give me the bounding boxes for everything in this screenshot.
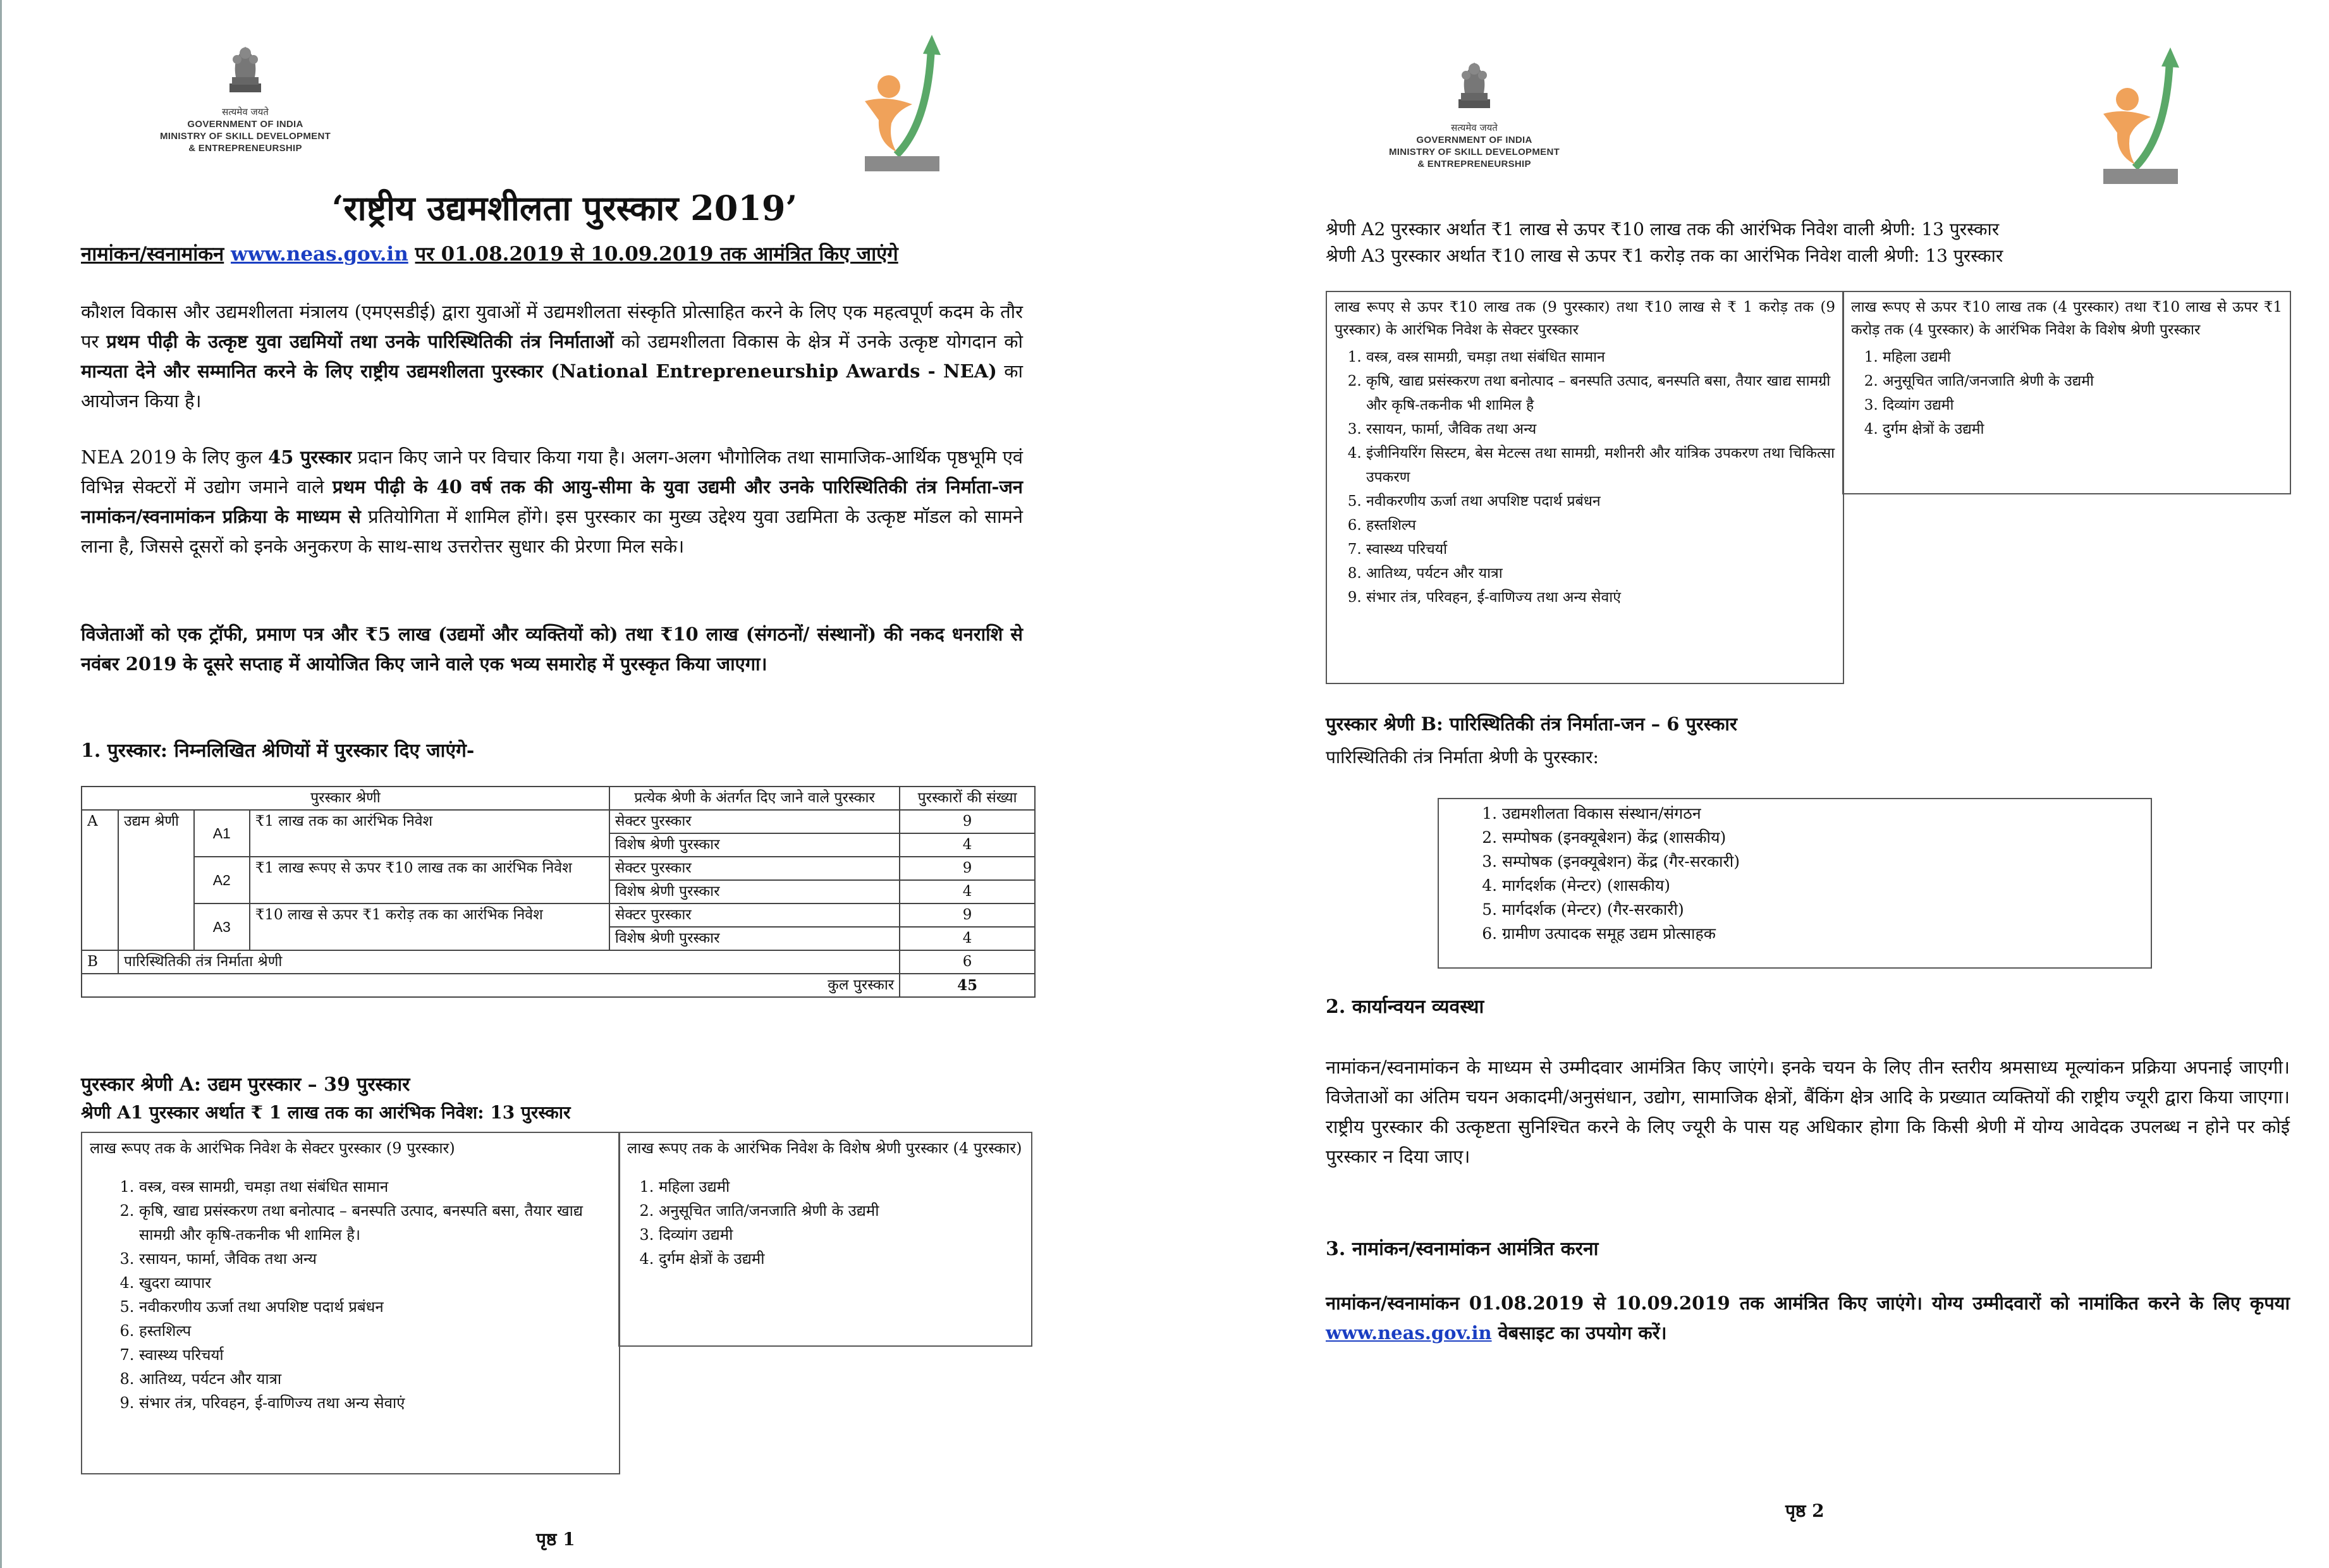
nea-logo-icon [852, 35, 960, 174]
ashoka-emblem-icon [223, 38, 267, 101]
list-item: 6. ग्रामीण उत्पादक समूह उद्यम प्रोत्साहक [1502, 922, 2151, 946]
cell-special: विशेष श्रेणी पुरस्कार [609, 833, 900, 857]
cell-A1-desc: ₹1 लाख तक का आरंभिक निवेश [250, 810, 609, 857]
table-total-row [82, 974, 1035, 997]
table-row [82, 857, 1035, 880]
cell-B-name: पारिस्थितिकी तंत्र निर्माता श्रेणी [118, 950, 900, 974]
list-item: 4. दुर्गम क्षेत्रों के उद्यमी [1883, 417, 2290, 441]
list-item: 1. वस्त्र, वस्त्र सामग्री, चमड़ा तथा संबंधित सामान [1366, 345, 1843, 369]
list-item: 5. मार्गदर्शक (मेन्टर) (गैर-सरकारी) [1502, 898, 2151, 922]
category-a3-line: श्रेणी A3 पुरस्कार अर्थात ₹10 लाख से ऊपर ₹1 करोड़ तक का आरंभिक निवेश वाली श्रेणी: 13 पुरस्कार [1326, 245, 2003, 266]
a1-sector-box [81, 1132, 620, 1474]
list-item: 8. आतिथ्य, पर्यटन और यात्रा [1366, 561, 1843, 585]
cell-B: B [82, 950, 118, 974]
list-item: 4. खुदरा व्यापार [139, 1271, 619, 1295]
section-1-heading: 1. पुरस्कार: निम्नलिखित श्रेणियों में पुरस्कार दिए जाएंगे- [81, 740, 475, 762]
cell-sector: सेक्टर पुरस्कार [609, 903, 900, 927]
category-b-subheading: पारिस्थितिकी तंत्र निर्माता श्रेणी के पुरस्कार: [1326, 747, 1599, 768]
intro-text-b: प्रथम पीढ़ी के उत्कृष्ट युवा उद्यमियों तथा उनके पारिस्थितिकी तंत्र निर्माताओं [106, 331, 614, 352]
table-row [82, 950, 1035, 974]
header-count: पुरस्कारों की संख्या [900, 787, 1035, 810]
table-row [82, 903, 1035, 927]
nea-text-e: प्रतियोगिता में शामिल होंगे। इस पुरस्कार का मुख्य उद्देश्य युवा उद्यमिता के उत्कृष्ट मॉडल को सामने लाना है, जिससे दूसरों को इनके अनुकरण के साथ-साथ उत्तरोत्तर सुधार की प्रेरणा मिल सके। [81, 506, 1023, 557]
cell-count: 9 [900, 810, 1035, 833]
a2a3-special-box-head: लाख रूपए से ऊपर ₹10 लाख तक (4 पुरस्कार) तथा ₹10 लाख से ऊपर ₹1 करोड़ तक (4 पुरस्कार) के आरंभिक निवेश के विशेष श्रेणी पुरस्कार [1851, 299, 2282, 338]
list-item: 2. कृषि, खाद्य प्रसंस्करण तथा बनोत्पाद – बनस्पति उत्पाद, बनस्पति बसा, तैयार खाद्य सामग्री और कृषि-तकनीक भी शामिल है। [139, 1199, 619, 1247]
nomination-line [81, 240, 898, 267]
emblem-motto: सत्यमेव जयते [1451, 122, 1498, 133]
implementation-paragraph: नामांकन/स्वनामांकन के माध्यम से उम्मीदवार आमंत्रित किए जाएंगे। इनके चयन के लिए तीन स्तरीय श्रमसाध्य मूल्यांकन प्रक्रिया अपनाई जाएगी। विजेताओं का अंतिम चयन अकादमी/अनुसंधान, उद्योग, सामाजिक क्षेत्रों, बैंकिंग क्षेत्र आदि के प्रख्यात व्यक्तियों की राष्ट्रीय ज्यूरी द्वारा किया जाएगा। राष्ट्रीय पुरस्कार की उत्कृष्टता सुनिश्चित करने के लिए ज्यूरी के पास यह अधिकार होगा कि किसी श्रेणी में योग्य आवेदक उपलब्ध न होने पर कोई पुरस्कार न दिया जाए। [1326, 1057, 2290, 1167]
nomination-text-b: वेबसाइट का उपयोग करें। [1491, 1322, 1667, 1344]
cell-A1: A1 [194, 810, 250, 857]
category-a2-line: श्रेणी A2 पुरस्कार अर्थात ₹1 लाख से ऊपर ₹10 लाख तक की आरंभिक निवेश वाली श्रेणी: 13 पुरस्कार [1326, 219, 2000, 240]
a2a3-sector-box [1326, 291, 1844, 684]
list-item: 9. संभार तंत्र, परिवहन, ई-वाणिज्य तथा अन्य सेवाएं [139, 1391, 619, 1415]
page-number: पृष्ठ 2 [1785, 1500, 1825, 1521]
list-item: 4. दुर्गम क्षेत्रों के उद्यमी [659, 1247, 1031, 1271]
page-title: ‘राष्ट्रीय उद्यमशीलता पुरस्कार 2019’ [331, 188, 798, 228]
intro-text-a: कौशल विकास और उद्यमशीलता मंत्रालय (एमएसडीई) द्वारा युवाओं में उद्यमशीलता संस्कृति प्रोत्साहित करने के लिए एक महत्वपूर्ण कदम के तौर पर [81, 301, 1023, 352]
list-item: 2. कृषि, खाद्य प्रसंस्करण तथा बनोत्पाद – बनस्पति उत्पाद, बनस्पति बसा, तैयार खाद्य सामग्री और कृषि-तकनीक भी शामिल है [1366, 369, 1843, 417]
list-item: 6. हस्तशिल्प [139, 1319, 619, 1343]
header-category: पुरस्कार श्रेणी [82, 787, 609, 810]
nea-paragraph [81, 443, 1023, 561]
list-item: 6. हस्तशिल्प [1366, 513, 1843, 537]
category-a-heading: पुरस्कार श्रेणी A: उद्यम पुरस्कार – 39 पुरस्कार [81, 1074, 410, 1096]
a1-sector-list [82, 1175, 619, 1415]
a1-special-list [620, 1175, 1031, 1271]
cell-count: 4 [900, 880, 1035, 903]
list-item: 7. स्वास्थ्य परिचर्या [1366, 537, 1843, 561]
cell-A3: A3 [194, 903, 250, 950]
a1-sector-box-head: लाख रूपए तक के आरंभिक निवेश के सेक्टर पुरस्कार (9 पुरस्कार) [90, 1139, 455, 1157]
cell-sector: सेक्टर पुरस्कार [609, 857, 900, 880]
nomination-paragraph [1326, 1289, 2290, 1348]
ashoka-emblem-icon [1452, 54, 1496, 117]
list-item: 1. महिला उद्यमी [1883, 345, 2290, 369]
ecosystem-box [1438, 798, 2152, 969]
awards-table [81, 786, 1036, 998]
a2a3-sector-list [1327, 345, 1843, 609]
cell-A-name: उद्यम श्रेणी [118, 810, 194, 950]
section-3-heading: 3. नामांकन/स्वनामांकन आमंत्रित करना [1326, 1238, 1599, 1260]
list-item: 8. आतिथ्य, पर्यटन और यात्रा [139, 1367, 619, 1391]
nomination-link[interactable]: www.neas.gov.in [231, 243, 408, 266]
cell-count: 9 [900, 903, 1035, 927]
a2a3-sector-box-head: लाख रूपए से ऊपर ₹10 लाख तक (9 पुरस्कार) तथा ₹10 लाख से ₹ 1 करोड़ तक (9 पुरस्कार) के आरंभिक निवेश के सेक्टर पुरस्कार [1335, 299, 1835, 338]
cell-special: विशेष श्रेणी पुरस्कार [609, 880, 900, 903]
a2a3-special-box [1842, 291, 2291, 494]
intro-text-d: मान्यता देने और सम्मानित करने के लिए राष्ट्रीय उद्यमशीलता पुरस्कार (National Entrepreneurship Awards - NEA) [81, 360, 997, 382]
category-a1-heading: श्रेणी A1 पुरस्कार अर्थात ₹ 1 लाख तक का आरंभिक निवेश: 13 पुरस्कार [81, 1102, 571, 1123]
page-2 [1164, 0, 2329, 1568]
emblem-motto: सत्यमेव जयते [222, 106, 269, 118]
a1-special-box-head: लाख रूपए तक के आरंभिक निवेश के विशेष श्रेणी पुरस्कार (4 पुरस्कार) [627, 1139, 1022, 1157]
nea-text-b: 45 पुरस्कार [268, 446, 352, 468]
list-item: 3. दिव्यांग उद्यमी [659, 1223, 1031, 1247]
a2a3-special-list [1843, 345, 2290, 441]
a1-special-box [618, 1132, 1032, 1347]
cell-special: विशेष श्रेणी पुरस्कार [609, 927, 900, 950]
table-row [82, 810, 1035, 833]
list-item: 9. संभार तंत्र, परिवहन, ई-वाणिज्य तथा अन्य सेवाएं [1366, 585, 1843, 609]
page-1 [0, 0, 1164, 1568]
total-value: 45 [900, 974, 1035, 997]
emblem-line-3: & ENTREPRENEURSHIP [188, 143, 302, 154]
govt-emblem-block [1367, 54, 1582, 170]
list-item: 1. उद्यमशीलता विकास संस्थान/संगठन [1502, 802, 2151, 826]
list-item: 2. अनुसूचित जाति/जनजाति श्रेणी के उद्यमी [659, 1199, 1031, 1223]
total-label: कुल पुरस्कार [82, 974, 900, 997]
nea-logo-icon [2091, 47, 2198, 187]
nea-text-c: प्रदान किए जाने पर विचार किया गया है। अलग-अलग भौगोलिक तथा सामाजिक-आर्थिक पृष्ठभूमि एवं विभिन्न सेक्टरों में उद्योग जमाने वाले [81, 446, 1023, 498]
emblem-line-3: & ENTREPRENEURSHIP [1417, 159, 1531, 169]
nomination-pre: नामांकन/स्वनामांकन [81, 243, 224, 266]
list-item: 1. वस्त्र, वस्त्र सामग्री, चमड़ा तथा संबंधित सामान [139, 1175, 619, 1199]
cell-A2: A2 [194, 857, 250, 903]
list-item: 4. इंजीनियरिंग सिस्टम, बेस मेटल्स तथा सामग्री, मशीनरी और यांत्रिक उपकरण तथा चिकित्सा उपकरण [1366, 441, 1843, 489]
cell-sector: सेक्टर पुरस्कार [609, 810, 900, 833]
nea-text-d: प्रथम पीढ़ी के 40 वर्ष तक की आयु-सीमा के युवा उद्यमी और उनके पारिस्थितिकी तंत्र निर्माता-जन नामांकन/स्वनामांकन प्रक्रिया के माध्यम से [81, 476, 1023, 527]
cell-A3-desc: ₹10 लाख से ऊपर ₹1 करोड़ तक का आरंभिक निवेश [250, 903, 609, 950]
list-item: 5. नवीकरणीय ऊर्जा तथा अपशिष्ट पदार्थ प्रबंधन [1366, 489, 1843, 513]
list-item: 1. महिला उद्यमी [659, 1175, 1031, 1199]
list-item: 3. रसायन, फार्मा, जैविक तथा अन्य [1366, 417, 1843, 441]
intro-text-c: को उद्यमशीलता विकास के क्षेत्र में उनके उत्कृष्ट योगदान को [613, 331, 1024, 352]
header-awards: प्रत्येक श्रेणी के अंतर्गत दिए जाने वाले पुरस्कार [609, 787, 900, 810]
cell-count: 4 [900, 833, 1035, 857]
list-item: 4. मार्गदर्शक (मेन्टर) (शासकीय) [1502, 874, 2151, 898]
list-item: 3. रसायन, फार्मा, जैविक तथा अन्य [139, 1247, 619, 1271]
cell-count: 4 [900, 927, 1035, 950]
table-header-row [82, 787, 1035, 810]
nomination-text-a: नामांकन/स्वनामांकन 01.08.2019 से 10.09.2019 तक आमंत्रित किए जाएंगे। योग्य उम्मीदवारों को नामांकित करने के लिए कृपया [1326, 1292, 2290, 1314]
list-item: 3. सम्पोषक (इनक्यूबेशन) केंद्र (गैर-सरकारी) [1502, 850, 2151, 874]
govt-emblem-block [138, 38, 353, 154]
emblem-line-1: GOVERNMENT OF INDIA [187, 119, 303, 130]
nomination-website-link[interactable]: www.neas.gov.in [1326, 1322, 1492, 1344]
cell-count: 6 [900, 950, 1035, 974]
cell-A: A [82, 810, 118, 950]
nea-text-a: NEA 2019 के लिए कुल [81, 446, 269, 468]
emblem-line-1: GOVERNMENT OF INDIA [1416, 135, 1532, 145]
section-2-heading: 2. कार्यान्वयन व्यवस्था [1326, 996, 1484, 1018]
list-item: 7. स्वास्थ्य परिचर्या [139, 1343, 619, 1367]
list-item: 2. सम्पोषक (इनक्यूबेशन) केंद्र (शासकीय) [1502, 826, 2151, 850]
ecosystem-list [1439, 802, 2151, 946]
category-b-heading: पुरस्कार श्रेणी B: पारिस्थितिकी तंत्र निर्माता-जन – 6 पुरस्कार [1326, 713, 1737, 735]
intro-text-e: का आयोजन किया है। [81, 360, 1023, 412]
cell-A2-desc: ₹1 लाख रूपए से ऊपर ₹10 लाख तक का आरंभिक निवेश [250, 857, 609, 903]
prize-paragraph: विजेताओं को एक ट्रॉफी, प्रमाण पत्र और ₹5 लाख (उद्यमों और व्यक्तियों को) तथा ₹10 लाख (संगठनों/ संस्थानों) की नकद धनराशि से नवंबर 2019 के दूसरे सप्ताह में आयोजित किए जाने वाले एक भव्य समारोह में पुरस्कृत किया जाएगा। [81, 623, 1023, 675]
emblem-line-2: MINISTRY OF SKILL DEVELOPMENT [1388, 147, 1560, 157]
emblem-line-2: MINISTRY OF SKILL DEVELOPMENT [159, 131, 331, 142]
page-number: पृष्ठ 1 [536, 1529, 575, 1550]
nomination-post: पर 01.08.2019 से 10.09.2019 तक आमंत्रित किए जाएंगे [415, 243, 898, 266]
list-item: 2. अनुसूचित जाति/जनजाति श्रेणी के उद्यमी [1883, 369, 2290, 393]
list-item: 5. नवीकरणीय ऊर्जा तथा अपशिष्ट पदार्थ प्रबंधन [139, 1295, 619, 1319]
cell-count: 9 [900, 857, 1035, 880]
list-item: 3. दिव्यांग उद्यमी [1883, 393, 2290, 417]
intro-paragraph [81, 297, 1023, 416]
